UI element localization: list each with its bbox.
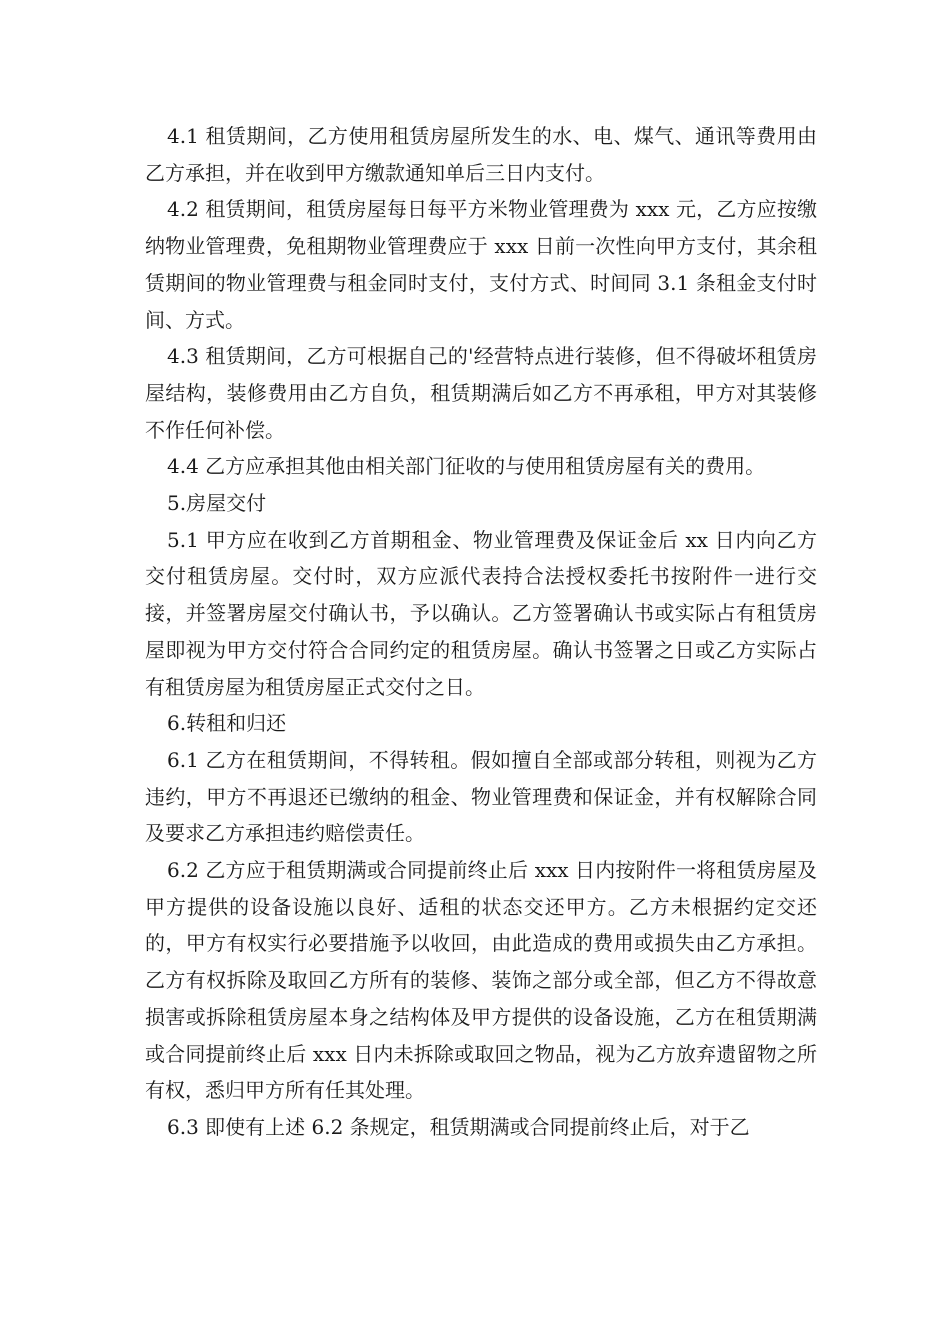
clause-4-3: 4.3 租赁期间，乙方可根据自己的'经营特点进行装修，但不得破坏租赁房屋结构，装修费用由乙方自负，租赁期满后如乙方不再承租，甲方对其装修不作任何补偿。: [145, 344, 817, 442]
clause-6-2: 6.2 乙方应于租赁期满或合同提前终止后 xxx 日内按附件一将租赁房屋及甲方提供的设备设施以良好、适租的状态交还甲方。乙方未根据约定交还的，甲方有权实行必要措施予以收回，由此造成的费用或损失由乙方承担。乙方有权拆除及取回乙方所有的装修、装饰之部分或全部，但乙方不得故意损害或拆除租赁房屋本身之结构体及甲方提供的设备设施，乙方在租赁期满或合同提前终止后 xxx 日内未拆除或取回之物品，视为乙方放弃遗留物之所有权，悉归甲方所有任其处理。: [145, 858, 817, 1103]
clause-4-1: 4.1 租赁期间，乙方使用租赁房屋所发生的水、电、煤气、通讯等费用由乙方承担，并在收到甲方缴款通知单后三日内支付。: [145, 124, 817, 185]
clause-4-4: 4.4 乙方应承担其他由相关部门征收的与使用租赁房屋有关的费用。: [167, 454, 766, 479]
clause-5-1: 5.1 甲方应在收到乙方首期租金、物业管理费及保证金后 xx 日内向乙方交付租赁房屋。交付时，双方应派代表持合法授权委托书按附件一进行交接，并签署房屋交付确认书，予以确认。乙方签署确认书或实际占有租赁房屋即视为甲方交付符合合同约定的租赁房屋。确认书签署之日或乙方实际占有租赁房屋为租赁房屋正式交付之日。: [145, 527, 817, 699]
clause-6-3: 6.3 即使有上述 6.2 条规定，租赁期满或合同提前终止后，对于乙: [167, 1114, 750, 1139]
section-heading-5: 5.房屋交付: [167, 491, 267, 516]
clause-6-1: 6.1 乙方在租赁期间，不得转租。假如擅自全部或部分转租，则视为乙方违约，甲方不再退还已缴纳的租金、物业管理费和保证金，并有权解除合同及要求乙方承担违约赔偿责任。: [145, 747, 817, 846]
section-heading-6: 6.转租和归还: [167, 711, 287, 736]
clause-4-2: 4.2 租赁期间，租赁房屋每日每平方米物业管理费为 xxx 元，乙方应按缴纳物业管理费，免租期物业管理费应于 xxx 日前一次性向甲方支付，其余租赁期间的物业管理费与租金同时支付，支付方式、时间同 3.1 条租金支付时间、方式。: [145, 197, 817, 332]
document-body: [145, 118, 817, 1146]
